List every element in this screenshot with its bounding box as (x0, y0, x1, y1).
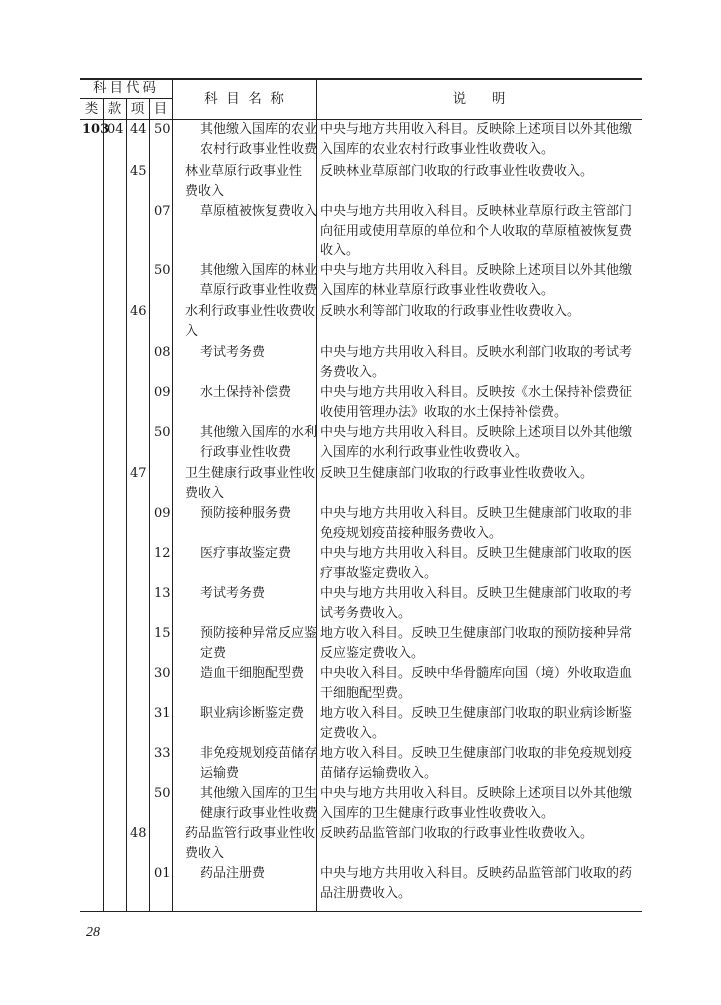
bottom-rule (80, 911, 642, 912)
subject-name-line: 水土保持补偿费 (200, 385, 292, 400)
subject-name-line: 费收入 (185, 485, 225, 501)
budget-subject-table (80, 78, 642, 912)
header-mu: 目 (153, 101, 168, 117)
code-xiang: 46 (130, 304, 147, 319)
code-mu: 01 (154, 866, 171, 881)
col-divider-mu (172, 78, 173, 911)
subject-name-line: 预防接种异常反应鉴 (200, 626, 318, 641)
subject-description: 中央与地方共用收入科目。反映除上述项目以外其他缴 入国库的水利行政事业性收费收入。 (320, 425, 633, 460)
subject-description: 中央与地方共用收入科目。反映卫生健康部门收取的医 疗事故鉴定费收入。 (320, 546, 633, 581)
code-mu: 09 (154, 506, 171, 521)
subject-description: 中央与地方共用收入科目。反映除上述项目以外其他缴 入国库的林业草原行政事业性收费收入。 (320, 263, 633, 298)
header-subject-name: 科 目 名 称 (204, 91, 284, 107)
subject-name-line: 造血干细胞配型费 (200, 666, 305, 681)
code-lei: 103 (82, 122, 110, 137)
subject-description: 地方收入科目。反映卫生健康部门收取的非免疫规划疫 苗储存运输费收入。 (320, 746, 633, 781)
subject-description: 地方收入科目。反映卫生健康部门收取的职业病诊断鉴 定费收入。 (320, 706, 633, 741)
subject-description: 中央与地方共用收入科目。反映林业草原行政主管部门 向征用或使用草原的单位和个人收取的草原植被恢复费 收入。 (320, 204, 633, 258)
subject-name-line: 入 (185, 323, 199, 339)
subject-name-line: 定费 (200, 645, 227, 661)
subject-description: 中央与地方共用收入科目。反映卫生健康部门收取的非 免疫规划疫苗接种服务费收入。 (320, 506, 633, 541)
subject-name-line: 药品注册费 (200, 866, 266, 881)
header-lei: 类 (84, 101, 99, 117)
header-description: 说 明 (452, 91, 506, 107)
code-mu: 50 (154, 122, 171, 137)
header-code-group: 科目代码 (93, 80, 159, 96)
subject-name-line: 费收入 (185, 183, 225, 199)
subject-name-line: 草原植被恢复费收入 (200, 204, 318, 219)
subject-description: 中央与地方共用收入科目。反映按《水土保持补偿费征 收使用管理办法》收取的水土保持补偿费。 (320, 385, 633, 420)
code-mu: 07 (154, 204, 171, 219)
subject-name-line: 林业草原行政事业性 (185, 164, 303, 179)
col-divider-xiang (149, 98, 150, 911)
subject-name-line: 其他缴入国库的水利 (200, 425, 318, 440)
code-mu: 09 (154, 385, 171, 400)
subject-description: 反映水利等部门收取的行政事业性收费收入。 (320, 304, 581, 319)
code-mu: 31 (154, 706, 171, 721)
subject-name-line: 考试考务费 (200, 345, 266, 360)
subject-name-line: 其他缴入国库的农业 (200, 122, 318, 137)
subject-description: 反映药品监管部门收取的行政事业性收费收入。 (320, 826, 594, 841)
subject-description: 中央与地方共用收入科目。反映除上述项目以外其他缴 入国库的卫生健康行政事业性收费收入。 (320, 786, 633, 821)
subject-name-line: 草原行政事业性收费 (200, 282, 318, 298)
code-mu: 30 (154, 666, 171, 681)
code-kuan: 04 (107, 122, 124, 137)
code-mu: 13 (154, 586, 171, 601)
subject-name-line: 非免疫规划疫苗储存 (200, 746, 318, 761)
subject-name-line: 职业病诊断鉴定费 (200, 706, 305, 721)
subject-name-line: 农村行政事业性收费 (200, 141, 318, 157)
subject-description: 中央与地方共用收入科目。反映除上述项目以外其他缴 入国库的农业农村行政事业性收费收入。 (320, 122, 633, 157)
subject-name-line: 行政事业性收费 (200, 444, 292, 460)
code-mu: 12 (154, 546, 171, 561)
subject-description: 中央与地方共用收入科目。反映水利部门收取的考试考 务费收入。 (320, 345, 633, 380)
code-mu: 50 (154, 786, 171, 801)
subject-name-line: 预防接种服务费 (200, 506, 292, 521)
subject-description: 中央与地方共用收入科目。反映卫生健康部门收取的考 试考务费收入。 (320, 586, 633, 621)
subject-description: 地方收入科目。反映卫生健康部门收取的预防接种异常 反应鉴定费收入。 (320, 626, 633, 661)
subject-name-line: 运输费 (200, 765, 240, 781)
subject-description: 反映卫生健康部门收取的行政事业性收费收入。 (320, 466, 594, 481)
subject-description: 中央与地方共用收入科目。反映药品监管部门收取的药 品注册费收入。 (320, 866, 633, 901)
header-kuan: 款 (107, 101, 122, 117)
code-mu: 15 (154, 626, 171, 641)
code-xiang: 48 (130, 826, 147, 841)
code-mu: 08 (154, 345, 171, 360)
code-mu: 50 (154, 425, 171, 440)
page-number: 28 (86, 925, 100, 940)
code-mu: 33 (154, 746, 171, 761)
subject-name-line: 药品监管行政事业性收 (185, 826, 316, 841)
code-mu: 50 (154, 263, 171, 278)
subject-name-line: 健康行政事业性收费 (200, 805, 318, 821)
col-divider-lei (103, 98, 104, 911)
subject-description: 反映林业草原部门收取的行政事业性收费收入。 (320, 164, 594, 179)
subject-name-line: 医疗事故鉴定费 (200, 546, 292, 561)
col-divider-kuan (126, 98, 127, 911)
header-xiang: 项 (130, 101, 145, 117)
code-xiang: 47 (130, 466, 147, 481)
subject-name-line: 卫生健康行政事业性收 (185, 466, 316, 481)
subject-name-line: 费收入 (185, 845, 225, 861)
code-xiang: 45 (130, 164, 147, 179)
subject-name-line: 水利行政事业性收费收 (185, 304, 316, 319)
subject-description: 中央收入科目。反映中华骨髓库向国（境）外收取造血 干细胞配型费。 (320, 666, 633, 701)
subject-name-line: 其他缴入国库的卫生 (200, 786, 318, 801)
subject-name-line: 考试考务费 (200, 586, 266, 601)
subject-name-line: 其他缴入国库的林业 (200, 263, 318, 278)
code-xiang: 44 (130, 122, 147, 137)
